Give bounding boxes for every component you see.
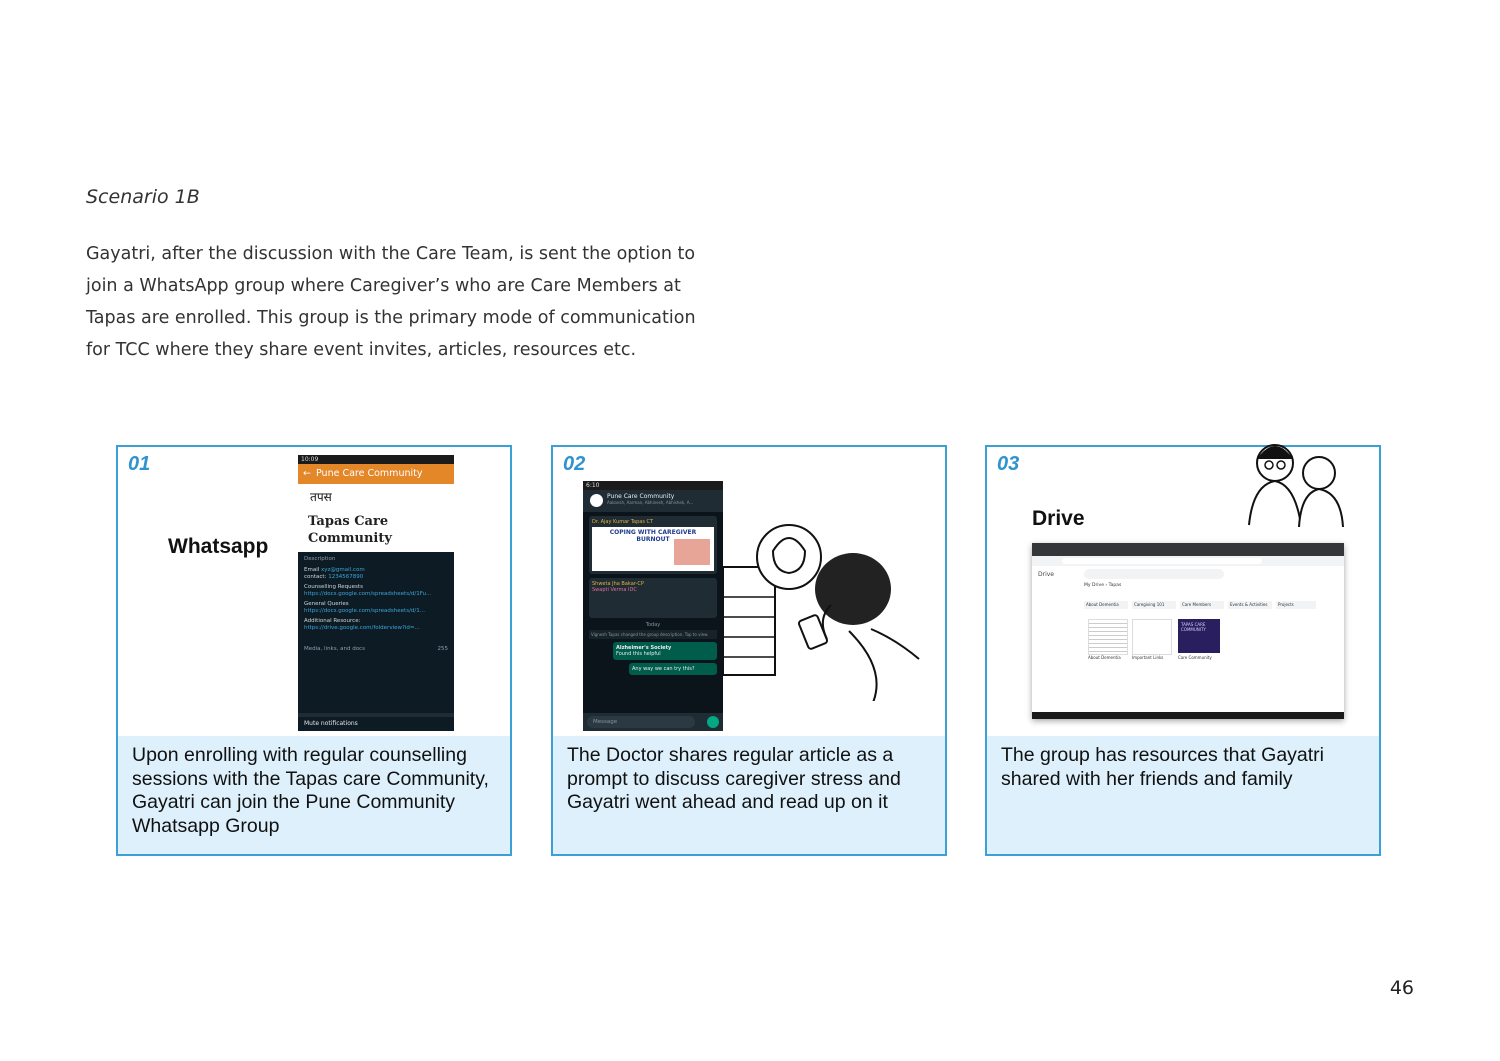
card-label: Drive [1032, 507, 1085, 530]
file-name: About Dementia [1088, 655, 1121, 660]
card-number: 01 [128, 453, 151, 475]
message-question: Any way we can try this? [629, 663, 717, 675]
drive-app-name: Drive [1038, 571, 1054, 578]
chat-title: Pune Care Community [607, 493, 675, 500]
system-message: Vignesh Tapas changed the group description. Tap to view. [589, 630, 717, 639]
link-title: Alzheimer's Society [616, 645, 672, 651]
counselling-label: Counselling Requests [304, 584, 363, 590]
folder-item: Caregiving 101 [1132, 601, 1176, 609]
group-profile [298, 484, 454, 552]
card-caption: The Doctor shares regular article as a prompt to discuss caregiver stress and Gayatri went ahead and read up on it [553, 736, 945, 854]
general-label: General Queries [304, 601, 349, 607]
google-drive-screenshot [1032, 543, 1344, 719]
email-value: xyz@gmail.com [321, 567, 365, 573]
card-label: Whatsapp [168, 535, 269, 558]
drive-nav [1038, 585, 1078, 593]
message-society [613, 642, 717, 660]
folder-item: Projects [1276, 601, 1316, 609]
additional-label: Additional Resource: [304, 618, 361, 624]
card-number: 03 [997, 453, 1020, 475]
os-taskbar [1032, 712, 1344, 719]
card-whatsapp [116, 445, 512, 856]
group-description: Description Email xyz@gmail.com contact: 1234567890 Counselling Requests https://docs.google.com/spreadsheets/d/1Fu... General Queries https://docs.google.com/spreadsheets/d/1... Additional Resource: https://drive.google.com/folderview?id=... Media, links, and docs 255 [304, 556, 448, 652]
contact-label: contact [304, 574, 325, 580]
mute-notifications: Mute notifications [298, 713, 454, 731]
browser-address-bar [1032, 556, 1344, 566]
date-divider: Today [645, 622, 661, 628]
additional-link: https://drive.google.com/folderview?id=... [304, 625, 420, 631]
caregiver-elder-illustration [1243, 441, 1351, 533]
group-header [298, 464, 454, 484]
doctor-phone-illustration [721, 521, 931, 701]
status-bar: 6:10 [583, 481, 723, 490]
document-sheet [723, 567, 775, 675]
page-number: 46 [1389, 977, 1414, 999]
person-head [815, 553, 891, 625]
message-bar [583, 713, 723, 731]
scenario-title: Scenario 1B [86, 186, 200, 208]
file-name: Care Community [1178, 655, 1212, 660]
group-header-title: Pune Care Community [316, 468, 423, 479]
file-thumbnail [1132, 619, 1172, 655]
intro-line: Gayatri, after the discussion with the Care Team, is sent the option to [86, 244, 696, 264]
email-label: Email [304, 567, 320, 573]
file-thumbnail-dark: TAPAS CARE COMMUNITY [1178, 619, 1220, 653]
folder-item: Care Members [1180, 601, 1224, 609]
article-banner [592, 527, 714, 571]
folder-item: About Dementia [1084, 601, 1128, 609]
article-title: COPING WITH CAREGIVER BURNOUT [609, 529, 697, 543]
card-caption: Upon enrolling with regular counselling sessions with the Tapas care Community, Gayatri can join the Pune Community Whatsapp Group [118, 736, 510, 854]
card-article [551, 445, 947, 856]
quoted-sender: Swapti Verma IDC [592, 587, 637, 593]
sender-name: Shweta Jha Bakar-CP [592, 581, 644, 587]
counselling-link: https://docs.google.com/spreadsheets/d/1Fu... [304, 591, 432, 597]
intro-paragraph [86, 238, 726, 366]
elder-head [1303, 457, 1335, 489]
browser-tabs [1032, 543, 1344, 556]
message-forwarded [589, 578, 717, 618]
message-article [589, 516, 717, 574]
article-image [674, 539, 710, 565]
message-input: Message [587, 716, 695, 728]
media-label: Media, links, and docs [304, 646, 365, 652]
contact-value: 1234567890 [328, 574, 364, 580]
media-count: 255 [437, 646, 448, 652]
chat-header [583, 490, 723, 512]
intro-line: join a WhatsApp group where Caregiver’s who are Care Members at [86, 276, 681, 296]
whatsapp-chat-screenshot [583, 481, 723, 731]
card-caption: The group has resources that Gayatri shared with her friends and family [987, 736, 1379, 854]
chat-members: Aakansh, Aarman, Abhinesh, Abhishek, A... [607, 500, 694, 505]
back-arrow-icon: ← [303, 468, 311, 479]
folder-item: Events & Activities [1228, 601, 1272, 609]
intro-line: Tapas are enrolled. This group is the primary mode of communication [86, 308, 696, 328]
drive-path: My Drive › Tapas [1084, 583, 1122, 588]
file-name: Important Links [1132, 655, 1164, 660]
card-number: 02 [563, 453, 586, 475]
desc-label: Description [304, 556, 336, 562]
tapas-logo: तपस [310, 490, 332, 504]
sender-name: Dr. Ajay Kumar Tapas CT [592, 519, 654, 525]
doctor-bubble [757, 525, 821, 589]
whatsapp-group-info-screenshot [298, 455, 454, 731]
intro-line: for TCC where they share event invites, articles, resources etc. [86, 340, 637, 360]
drive-search [1084, 569, 1224, 579]
card-drive [985, 445, 1381, 856]
group-name: Tapas Care Community [308, 514, 392, 546]
message-text: Found this helpful [616, 651, 661, 657]
general-link: https://docs.google.com/spreadsheets/d/1... [304, 608, 426, 614]
file-thumbnail [1088, 619, 1128, 655]
status-bar: 10:09 [298, 455, 454, 464]
mic-icon [707, 716, 719, 728]
group-avatar [590, 494, 603, 507]
